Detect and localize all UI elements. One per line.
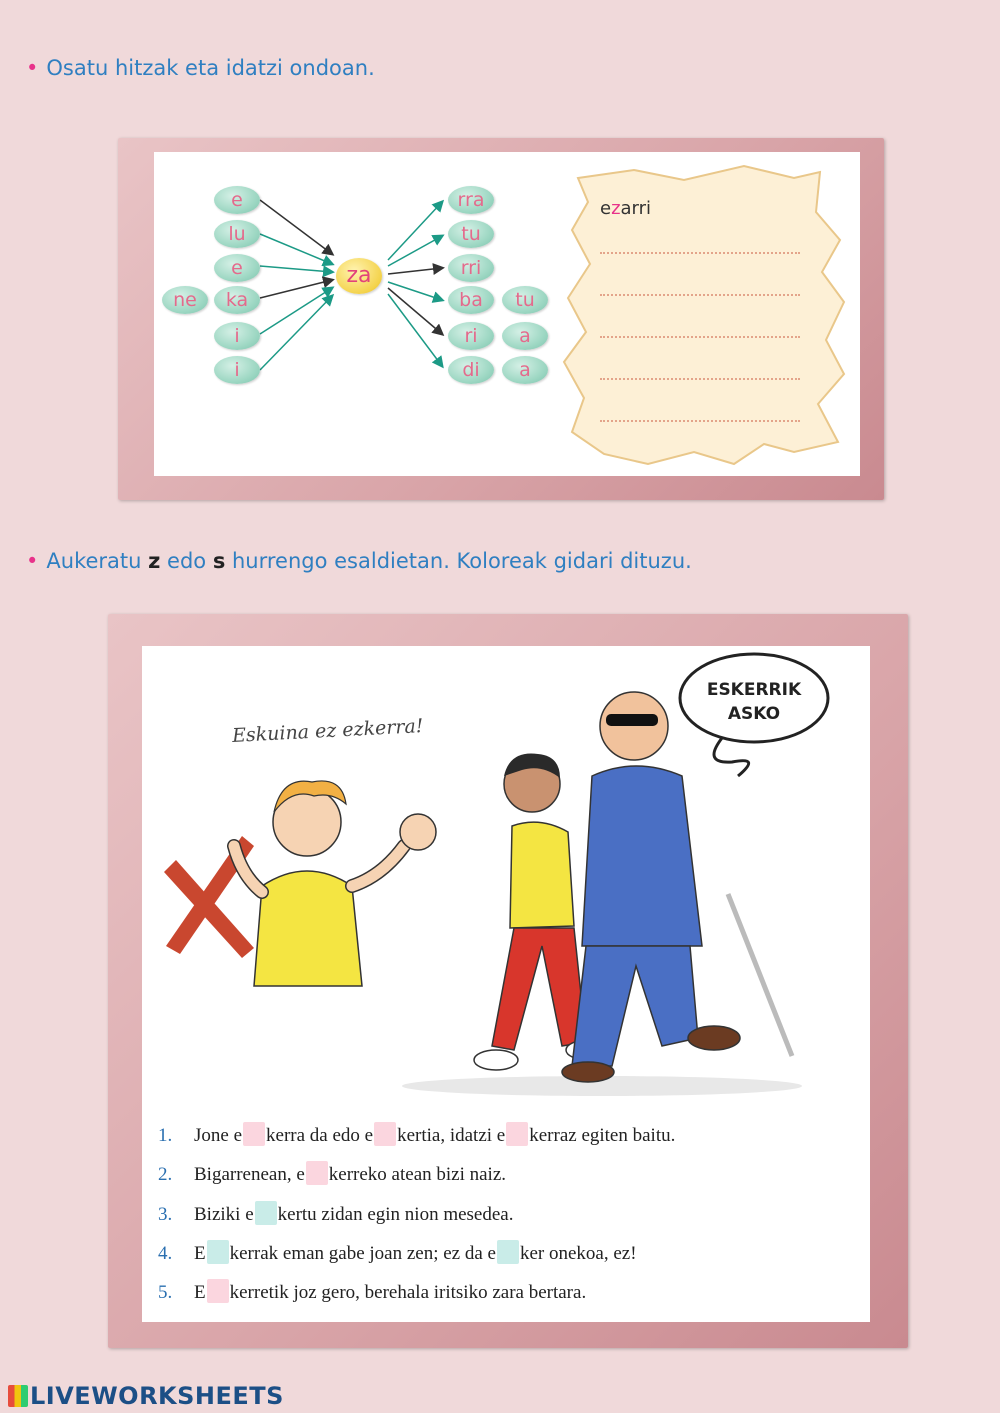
instruction-1: • Osatu hitzak eta idatzi ondoan. [26, 56, 375, 80]
blank-input[interactable] [374, 1122, 396, 1146]
answer-line-1[interactable] [600, 252, 800, 254]
exercise1-image [154, 152, 860, 476]
boy-waving [234, 781, 436, 986]
blank-input[interactable] [207, 1240, 229, 1264]
exercise1-panel [118, 138, 884, 500]
sentence-2: 2. Bigarrenean, e kerreko atean bizi naiz. [158, 1161, 506, 1186]
blank-input[interactable] [207, 1279, 229, 1303]
pill-left-6: i [214, 356, 260, 384]
pill-right-3: rri [448, 254, 494, 282]
answer-line-4[interactable] [600, 378, 800, 380]
liveworksheets-logo: LIVEWORKSHEETS [8, 1382, 284, 1410]
answer-line-5[interactable] [600, 420, 800, 422]
blank-input[interactable] [497, 1240, 519, 1264]
pill-right-2: tu [448, 220, 494, 248]
pill-left-4: ka [214, 286, 260, 314]
pill-right-5: ri [448, 322, 494, 350]
answer-line-2[interactable] [600, 294, 800, 296]
sentence-3: 3. Biziki e kertu zidan egin nion mesedea. [158, 1201, 513, 1226]
blank-input[interactable] [243, 1122, 265, 1146]
exercise2-panel [108, 614, 908, 1348]
blank-input[interactable] [306, 1161, 328, 1185]
speech-text: ESKERRIK ASKO [706, 680, 802, 724]
pill-right-6: di [448, 356, 494, 384]
bullet-icon: • [26, 56, 39, 80]
instruction-2: • Aukeratu z edo s hurrengo esaldietan. Koloreak gidari dituzu. [26, 549, 692, 573]
caption-text: Eskuina ez ezkerra! [231, 715, 424, 747]
pill-left-5: i [214, 322, 260, 350]
pill-far-left: ne [162, 286, 208, 314]
sentence-5: 5. E kerretik joz gero, berehala iritsiko zara bertara. [158, 1279, 586, 1304]
example-word: ezarri [600, 198, 652, 219]
pill-far-right-2: a [502, 322, 548, 350]
pill-center: za [336, 258, 382, 294]
bullet-icon: • [26, 549, 39, 573]
pill-left-3: e [214, 254, 260, 282]
sentence-1: 1. Jone e kerra da edo e kertia, idatzi e kerraz egiten baitu. [158, 1122, 675, 1147]
answer-line-3[interactable] [600, 336, 800, 338]
blank-input[interactable] [255, 1201, 277, 1225]
pill-right-4: ba [448, 286, 494, 314]
pill-right-1: rra [448, 186, 494, 214]
pill-left-2: lu [214, 220, 260, 248]
pill-far-right-1: tu [502, 286, 548, 314]
pill-left-1: e [214, 186, 260, 214]
blind-man [562, 692, 792, 1082]
blank-input[interactable] [506, 1122, 528, 1146]
logo-icon [8, 1385, 28, 1407]
pill-far-right-3: a [502, 356, 548, 384]
sentence-4: 4. E kerrak eman gabe joan zen; ez da e ker onekoa, ez! [158, 1240, 637, 1265]
